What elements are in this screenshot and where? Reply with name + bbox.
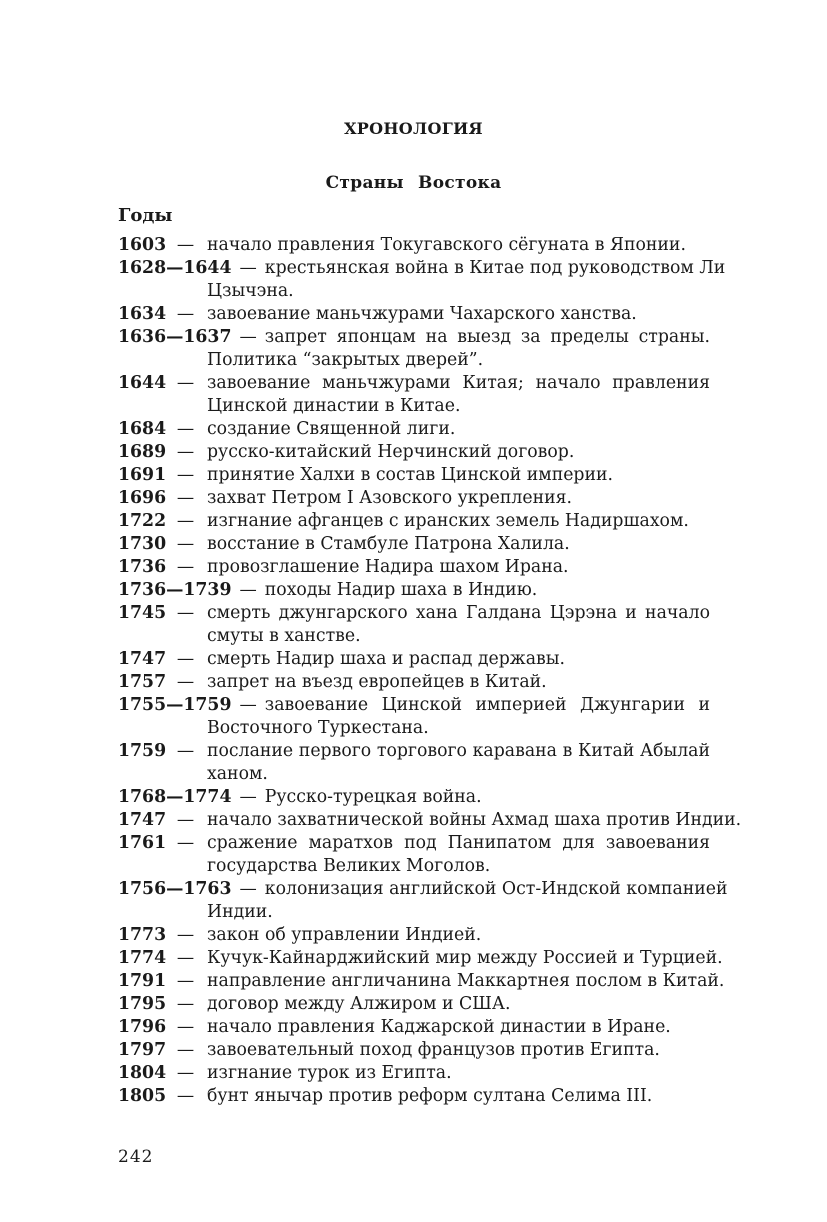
entry-year: 1791: [118, 971, 167, 991]
chronology-entry: [118, 326, 710, 372]
entry-dash: —: [239, 580, 257, 600]
entry-text: бунт янычар против реформ султана Селима III.: [207, 1086, 653, 1106]
entry-text: восстание в Стамбуле Патрона Халила.: [207, 534, 570, 554]
entry-text: завоевательный поход французов против Египта.: [207, 1040, 660, 1060]
years-column-label: Годы: [118, 205, 173, 226]
entry-text: закон об управлении Индией.: [207, 925, 482, 945]
entry-dash: —: [176, 1086, 195, 1106]
entry-text: начало правления Каджарской династии в Иране.: [207, 1017, 671, 1037]
chronology-entry: [118, 648, 710, 671]
entry-dash: —: [176, 971, 195, 991]
entry-text-continuation: ханом.: [207, 764, 268, 784]
entry-dash: —: [176, 442, 195, 462]
chronology-entry: [118, 257, 726, 303]
entry-dash: —: [176, 948, 195, 968]
entry-text: провозглашение Надира шахом Ирана.: [207, 557, 569, 577]
entry-dash: —: [176, 235, 195, 255]
entry-year: 1684: [118, 419, 167, 439]
entry-text: смерть джунгарского хана Галдана Цэрэна и начало: [207, 603, 710, 623]
chronology-entry: [118, 1016, 710, 1039]
entry-dash: —: [176, 1063, 195, 1083]
entry-year: 1805: [118, 1086, 167, 1106]
entry-dash: —: [176, 810, 195, 830]
entry-text: начало правления Токугавского сёгуната в Японии.: [207, 235, 686, 255]
entry-year: 1634: [118, 304, 167, 324]
entry-dash: —: [176, 603, 195, 623]
entry-year: 1736—1739: [118, 580, 232, 600]
chronology-entry: [118, 740, 710, 786]
entry-year: 1730: [118, 534, 167, 554]
page-title: ХРОНОЛОГИЯ: [344, 119, 483, 138]
entry-year: 1757: [118, 672, 167, 692]
entry-dash: —: [176, 649, 195, 669]
entry-text: принятие Халхи в состав Цинской империи.: [207, 465, 614, 485]
entry-dash: —: [176, 373, 195, 393]
entry-year: 1795: [118, 994, 167, 1014]
entry-text-continuation: Индии.: [207, 902, 273, 922]
entry-text-continuation: Политика “закрытых дверей”.: [207, 350, 484, 370]
entry-dash: —: [176, 534, 195, 554]
entry-text: захват Петром I Азовского укрепления.: [207, 488, 573, 508]
entry-year: 1689: [118, 442, 167, 462]
chronology-entry: [118, 832, 710, 878]
entry-year: 1797: [118, 1040, 167, 1060]
entry-text: завоевание маньчжурами Чахарского ханства.: [207, 304, 637, 324]
entry-year: 1636—1637: [118, 327, 232, 347]
entry-year: 1691: [118, 465, 167, 485]
entry-year: 1603: [118, 235, 167, 255]
chronology-entry: [118, 418, 710, 441]
entry-text-continuation: государства Великих Моголов.: [207, 856, 491, 876]
chronology-entry: [118, 1062, 710, 1085]
entry-year: 1696: [118, 488, 167, 508]
entry-dash: —: [176, 488, 195, 508]
entry-text: изгнание турок из Египта.: [207, 1063, 452, 1083]
chronology-entry: [118, 464, 710, 487]
chronology-entry: [118, 809, 742, 832]
entry-dash: —: [176, 419, 195, 439]
chronology-entry: [118, 372, 710, 418]
entry-text: смерть Надир шаха и распад державы.: [207, 649, 565, 669]
entry-year: 1773: [118, 925, 167, 945]
entry-dash: —: [239, 695, 257, 715]
entry-text-continuation: смуты в ханстве.: [207, 626, 361, 646]
entry-dash: —: [176, 672, 195, 692]
entry-dash: —: [239, 787, 257, 807]
chronology-entry: [118, 234, 710, 257]
chronology-entry: [118, 947, 723, 970]
chronology-entry: [118, 924, 710, 947]
chronology-entry: [118, 1039, 710, 1062]
entry-dash: —: [239, 258, 257, 278]
entry-dash: —: [176, 465, 195, 485]
chronology-entry: [118, 602, 710, 648]
chronology-entry: [118, 786, 710, 809]
entry-text: Кучук-Кайнарджийский мир между Россией и Турцией.: [207, 948, 723, 968]
chronology-entry: [118, 510, 710, 533]
chronology-entry: [118, 579, 710, 602]
entry-year: 1755—1759: [118, 695, 232, 715]
entry-text: начало захватнической войны Ахмад шаха против Индии.: [207, 810, 742, 830]
entry-dash: —: [176, 994, 195, 1014]
entry-dash: —: [176, 925, 195, 945]
entry-text: создание Священной лиги.: [207, 419, 456, 439]
entry-year: 1747: [118, 649, 167, 669]
entry-year: 1796: [118, 1017, 167, 1037]
entry-year: 1747: [118, 810, 167, 830]
entry-text: запрет японцам на выезд за пределы страны.: [264, 327, 710, 347]
entry-year: 1761: [118, 833, 167, 853]
chronology-entry: [118, 694, 710, 740]
entry-year: 1756—1763: [118, 879, 232, 899]
page-number: 242: [118, 1147, 154, 1167]
chronology-list: [118, 234, 742, 1108]
entry-dash: —: [176, 1040, 195, 1060]
entry-year: 1644: [118, 373, 167, 393]
entry-year: 1736: [118, 557, 167, 577]
entry-text: направление англичанина Маккартнея послом в Китай.: [207, 971, 725, 991]
entry-text: сражение маратхов под Панипатом для завоевания: [207, 833, 710, 853]
entry-text: завоевание маньчжурами Китая; начало правления: [207, 373, 710, 393]
chronology-entry: [118, 671, 710, 694]
chronology-entry: [118, 993, 710, 1016]
entry-text: крестьянская война в Китае под руководством Ли: [264, 258, 726, 278]
entry-dash: —: [176, 304, 195, 324]
chronology-entry: [118, 487, 710, 510]
entry-year: 1628—1644: [118, 258, 232, 278]
entry-text-continuation: Восточного Туркестана.: [207, 718, 429, 738]
entry-year: 1722: [118, 511, 167, 531]
entry-text: запрет на въезд европейцев в Китай.: [207, 672, 547, 692]
chronology-entry: [118, 878, 728, 924]
entry-dash: —: [176, 557, 195, 577]
entry-dash: —: [176, 1017, 195, 1037]
entry-year: 1745: [118, 603, 167, 623]
chronology-entry: [118, 533, 710, 556]
entry-year: 1759: [118, 741, 167, 761]
chronology-entry: [118, 441, 710, 464]
entry-dash: —: [176, 741, 195, 761]
entry-text: русско-китайский Нерчинский договор.: [207, 442, 575, 462]
entry-text-continuation: Цзычэна.: [207, 281, 294, 301]
chronology-entry: [118, 1085, 710, 1108]
entry-year: 1768—1774: [118, 787, 232, 807]
entry-text: послание первого торгового каравана в Китай Абылай: [207, 741, 710, 761]
entry-year: 1774: [118, 948, 167, 968]
entry-text-continuation: Цинской династии в Китае.: [207, 396, 461, 416]
entry-text: договор между Алжиром и США.: [207, 994, 511, 1014]
entry-text: завоевание Цинской империей Джунгарии и: [264, 695, 710, 715]
entry-text: походы Надир шаха в Индию.: [264, 580, 538, 600]
entry-dash: —: [176, 511, 195, 531]
entry-dash: —: [239, 327, 257, 347]
chronology-entry: [118, 970, 725, 993]
entry-year: 1804: [118, 1063, 167, 1083]
entry-dash: —: [176, 833, 195, 853]
entry-text: изгнание афганцев с иранских земель Надиршахом.: [207, 511, 689, 531]
entry-text: Русско-турецкая война.: [264, 787, 482, 807]
entry-dash: —: [239, 879, 257, 899]
chronology-entry: [118, 303, 710, 326]
section-subtitle: Страны Востока: [325, 173, 502, 193]
entry-text: колонизация английской Ост-Индской компанией: [264, 879, 728, 899]
chronology-entry: [118, 556, 710, 579]
